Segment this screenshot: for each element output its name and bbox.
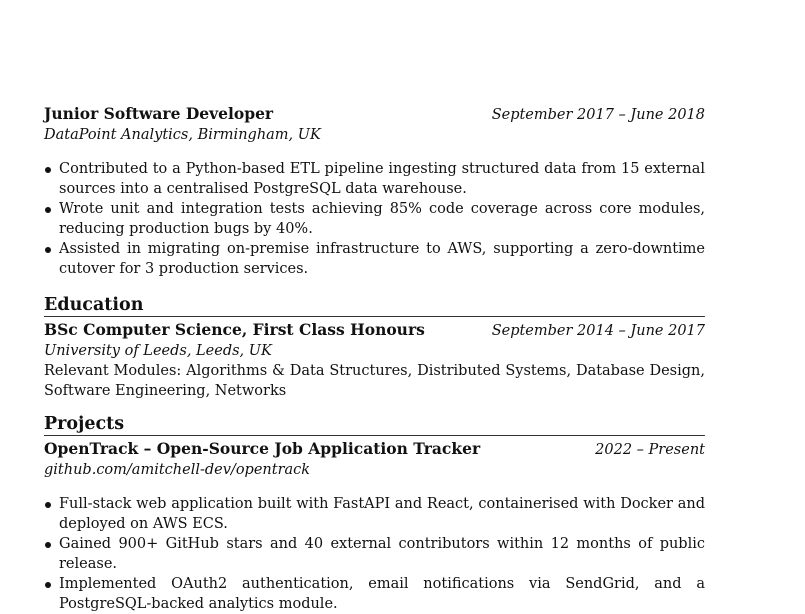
- project-dates: 2022 – Present: [595, 442, 705, 458]
- project-header: [44, 439, 705, 460]
- company-location: DataPoint Analytics, Birmingham, UK: [44, 127, 321, 143]
- experience-bullet: Contributed to a Python-based ETL pipeline ingesting structured data from 15 external sources into a centralised PostgreSQL data warehouse.: [44, 159, 705, 199]
- job-title: Junior Software Developer: [44, 104, 274, 123]
- education-heading: Education: [44, 294, 705, 317]
- experience-bullet: Wrote unit and integration tests achieving 85% code coverage across core modules, reducing production bugs by 40%.: [44, 199, 705, 239]
- project-link: github.com/amitchell-dev/opentrack: [44, 462, 311, 478]
- institution-location: University of Leeds, Leeds, UK: [44, 343, 272, 359]
- project-bullet: Full-stack web application built with FastAPI and React, containerised with Docker and deployed on AWS ECS.: [44, 494, 705, 534]
- degree-title: BSc Computer Science, First Class Honours: [44, 320, 425, 339]
- project-bullets: [44, 494, 705, 614]
- job-dates: September 2017 – June 2018: [491, 107, 705, 123]
- experience-bullet: Assisted in migrating on-premise infrastructure to AWS, supporting a zero-downtime cutover for 3 production services.: [44, 239, 705, 279]
- project-title: OpenTrack – Open-Source Job Application Tracker: [44, 439, 481, 458]
- relevant-modules: Relevant Modules: Algorithms & Data Structures, Distributed Systems, Database Design, Software Engineering, Networks: [44, 363, 705, 399]
- experience-header: [44, 104, 705, 125]
- project-bullet: Gained 900+ GitHub stars and 40 external contributors within 12 months of public release.: [44, 534, 705, 574]
- project-bullet: Implemented OAuth2 authentication, email notifications via SendGrid, and a PostgreSQL-backed analytics module.: [44, 574, 705, 614]
- education-header: [44, 320, 705, 341]
- projects-heading: Projects: [44, 413, 705, 436]
- education-dates: September 2014 – June 2017: [491, 323, 705, 339]
- resume-page: [44, 104, 705, 614]
- experience-bullets: [44, 159, 705, 279]
